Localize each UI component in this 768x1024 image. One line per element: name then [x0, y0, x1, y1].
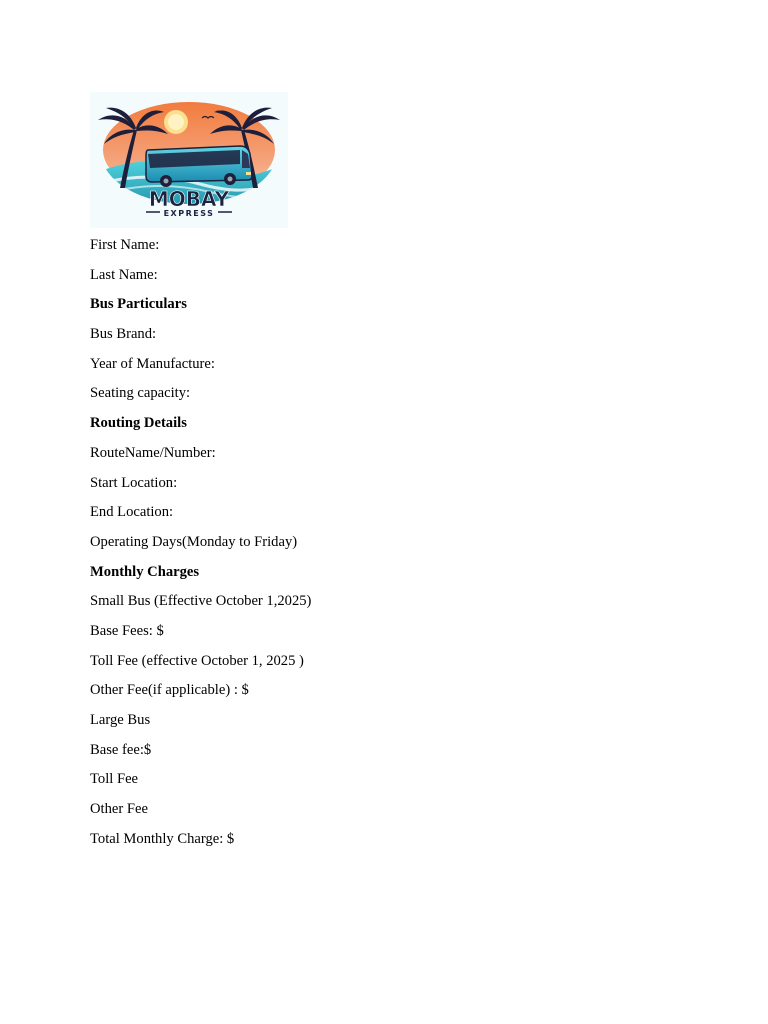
routing-details-heading: Routing Details	[90, 415, 187, 432]
large-toll-fee-label: Toll Fee	[90, 771, 139, 788]
logo-brand-text: MOBAY	[148, 187, 230, 211]
large-bus-label: Large Bus	[90, 712, 151, 728]
operating-days-label: Operating Days(Monday to Friday)	[90, 533, 298, 550]
mobay-express-logo	[90, 92, 288, 228]
last-name-label: Last Name:	[90, 266, 158, 283]
other-fee-label: Other Fee(if applicable) : $	[90, 682, 249, 699]
document-page	[90, 92, 690, 860]
year-of-manufacture-label: Year of Manufacture:	[90, 355, 215, 372]
total-monthly-charge-label: Total Monthly Charge: $	[90, 830, 235, 847]
logo-sub-text: EXPRESS	[163, 209, 215, 218]
base-fees-label: Base Fees: $	[90, 622, 164, 639]
end-location-label: End Location:	[90, 504, 174, 521]
route-name-number-label: RouteName/Number:	[90, 444, 216, 461]
large-other-fee-label: Other Fee	[90, 801, 148, 818]
bus-registration-form	[90, 237, 690, 848]
start-location-label: Start Location:	[90, 474, 178, 491]
monthly-charges-heading: Monthly Charges	[90, 563, 200, 580]
toll-fee-label: Toll Fee (effective October 1, 2025 )	[90, 652, 304, 669]
bus-brand-label: Bus Brand:	[90, 326, 157, 343]
large-base-fee-label: Base fee:$	[90, 741, 152, 758]
seating-capacity-label: Seating capacity:	[90, 385, 191, 402]
first-name-label: First Name:	[90, 237, 160, 253]
small-bus-label: Small Bus (Effective October 1,2025)	[90, 593, 312, 610]
bus-particulars-heading: Bus Particulars	[90, 296, 187, 313]
logo-image	[90, 92, 288, 228]
